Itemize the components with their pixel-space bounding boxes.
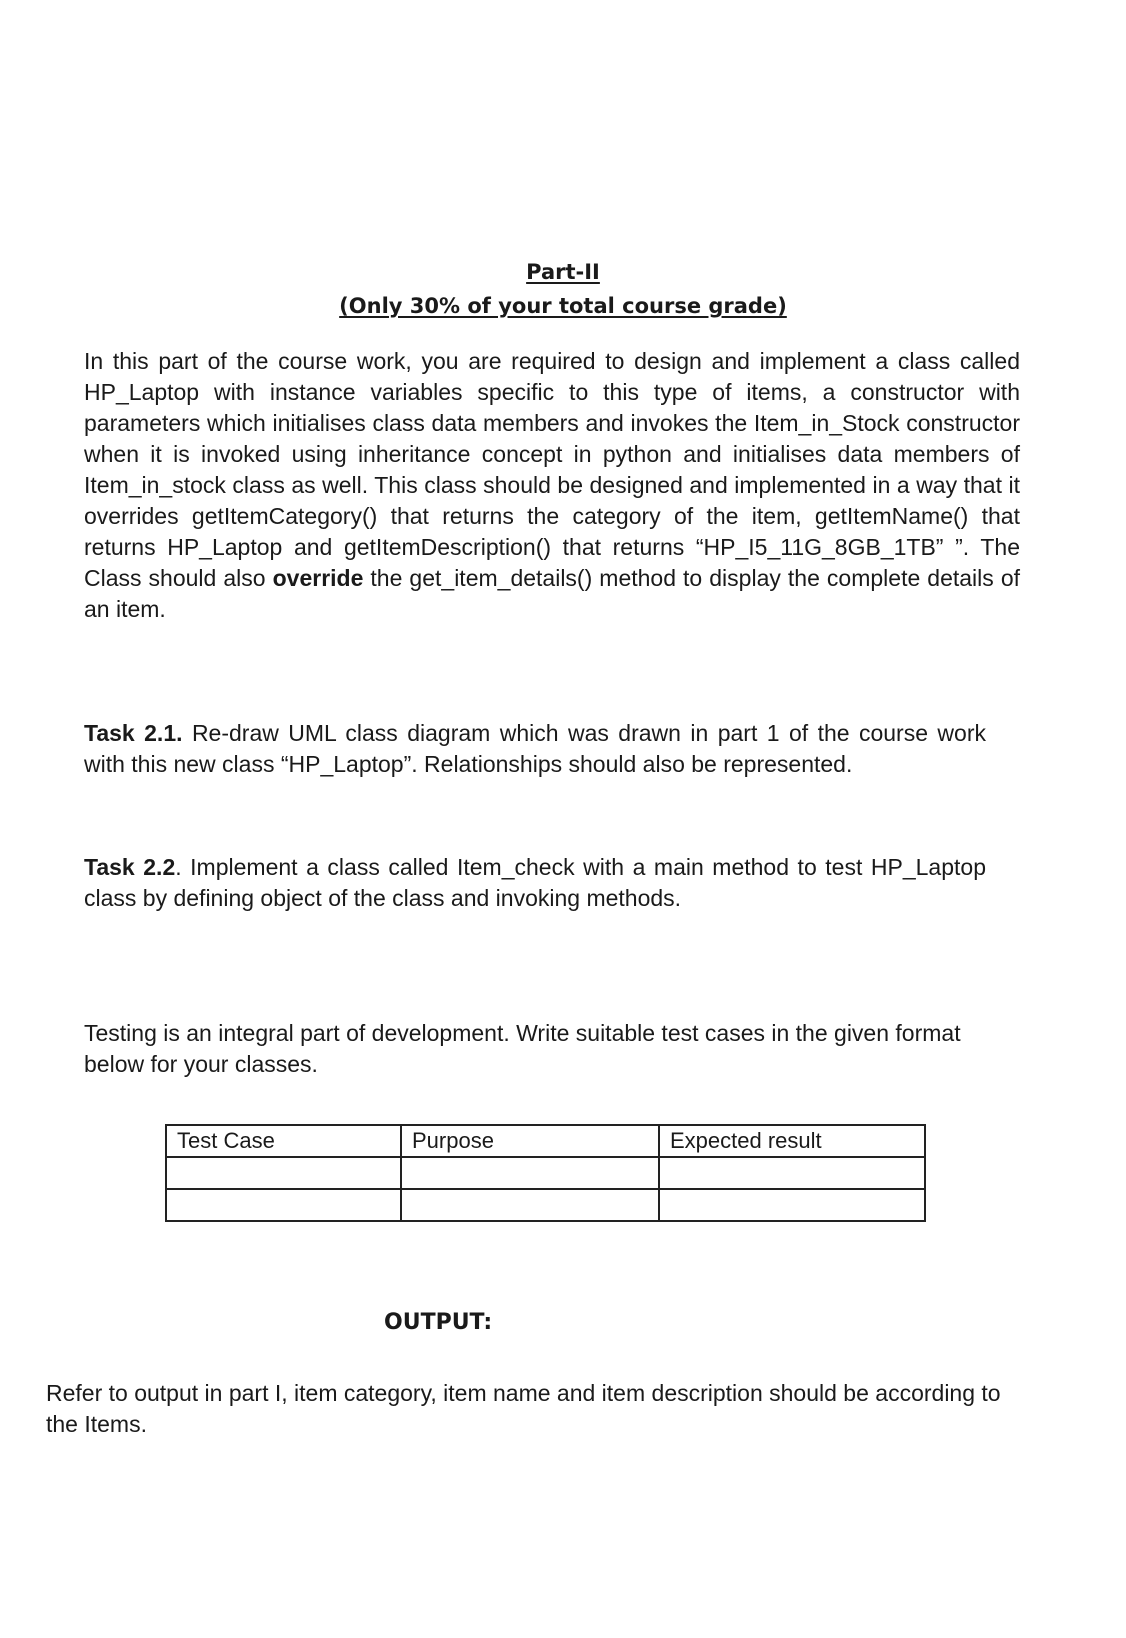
table-cell bbox=[659, 1189, 925, 1221]
part-title: Part-II bbox=[526, 260, 600, 284]
task-2-2-text: . Implement a class called Item_check with a main method to test HP_Laptop class by defining object of the class and invoking methods. bbox=[84, 854, 986, 911]
task-2-2-label: Task 2.2 bbox=[84, 854, 176, 880]
output-heading: OUTPUT: bbox=[384, 1310, 493, 1335]
part-subtitle: (Only 30% of your total course grade) bbox=[339, 294, 787, 318]
table-header-purpose: Purpose bbox=[401, 1125, 659, 1157]
table-cell bbox=[401, 1189, 659, 1221]
table-cell bbox=[166, 1189, 401, 1221]
task-2-2 bbox=[84, 852, 986, 914]
table-cell bbox=[401, 1157, 659, 1189]
intro-text-start: In this part of the course work, you are required to design and implement a class called HP_Laptop with instance variables specific to this type of items, a constructor with parameters which initialises class data members and invokes the Item_in_Stock constructor when it is invoked using inheritance concept in python and initialises data members of Item_in_stock class as well. This class should be designed and implemented in a way that it overrides getItemCategory() that returns the category of the item, getItemName() that returns HP_Laptop and getItemDescription() that returns “HP_I5_11G_8GB_1TB” ”. The Class should also bbox=[84, 348, 1020, 591]
task-2-1-label: Task 2.1. bbox=[84, 720, 183, 746]
test-case-table bbox=[165, 1124, 926, 1222]
override-keyword: override bbox=[272, 565, 364, 591]
intro-text-end: the get_item_details() method to display the complete details of an item. bbox=[84, 565, 1020, 622]
table-header-row bbox=[166, 1125, 925, 1157]
table-cell bbox=[659, 1157, 925, 1189]
table-row bbox=[166, 1189, 925, 1221]
output-paragraph: Refer to output in part I, item category, item name and item description should be according to the Items. bbox=[46, 1380, 1001, 1437]
testing-paragraph: Testing is an integral part of development. Write suitable test cases in the given format below for your classes. bbox=[84, 1020, 961, 1077]
task-2-1 bbox=[84, 718, 986, 780]
intro-paragraph bbox=[84, 346, 1020, 625]
table-row bbox=[166, 1157, 925, 1189]
table-header-test-case: Test Case bbox=[166, 1125, 401, 1157]
table-cell bbox=[166, 1157, 401, 1189]
table-header-expected-result: Expected result bbox=[659, 1125, 925, 1157]
task-2-1-text: Re-draw UML class diagram which was drawn in part 1 of the course work with this new class “HP_Laptop”. Relationships should also be represented. bbox=[84, 720, 986, 777]
